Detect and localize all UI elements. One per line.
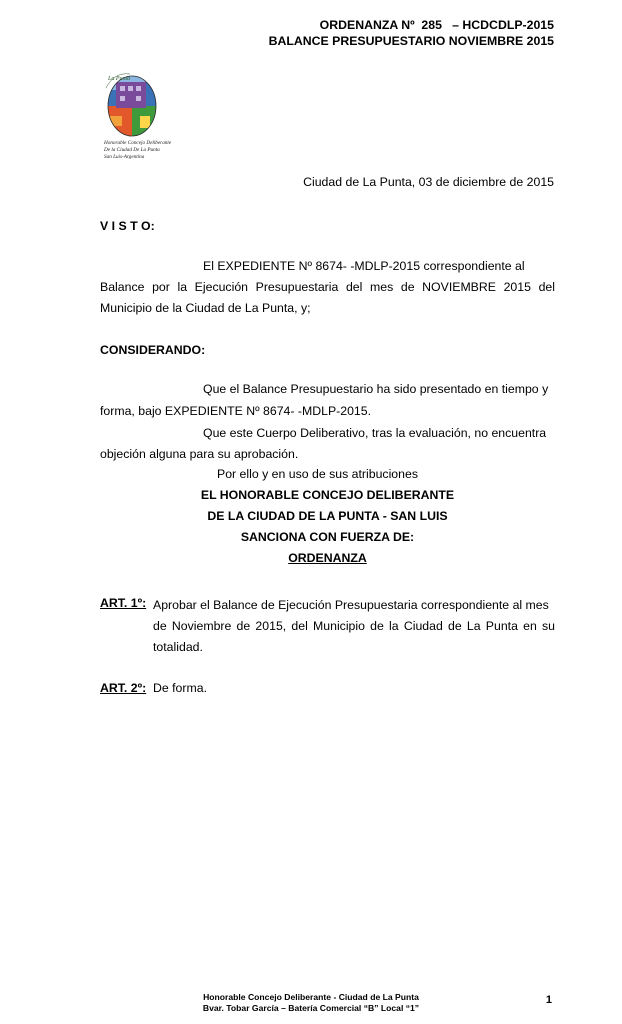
article-2-label: ART. 2º: [100, 681, 147, 695]
page-number: 1 [545, 994, 552, 1006]
ordenanza-title: ORDENANZA [288, 551, 367, 565]
sanction-force-line: SANCIONA CON FUERZA DE: [240, 530, 415, 544]
article-2-text: De forma. [153, 681, 207, 695]
header-ordinance-number: ORDENANZA Nº 285 – HCDCDLP-2015 [319, 18, 554, 32]
logo-arc-text: La Punta [108, 76, 131, 82]
article-1-label: ART. 1º: [100, 596, 147, 610]
considerando-heading: CONSIDERANDO: [100, 343, 206, 357]
sanction-council-line: EL HONORABLE CONCEJO DELIBERANTE [200, 488, 455, 502]
date-line: Ciudad de La Punta, 03 de diciembre de 2015 [303, 175, 554, 189]
logo-caption-line: San Luis-Argentina [104, 154, 145, 160]
visto-heading: V I S T O: [100, 219, 155, 233]
logo-caption-line: Honorable Concejo Deliberante [104, 140, 172, 146]
visto-paragraph: Balance por la Ejecución Presupuestaria del mes de NOVIEMBRE 2015 del Municipio de la Ciudad de La Punta, y; [100, 280, 555, 315]
visto-paragraph-first-line: El EXPEDIENTE Nº 8674- -MDLP-2015 correspondiente al [203, 259, 525, 273]
considerando-p1-first-line: Que el Balance Presupuestario ha sido presentado en tiempo y [203, 382, 549, 396]
footer-address: Bvar. Tobar García – Batería Comercial “B” Local “1” [202, 1003, 420, 1013]
footer-institution: Honorable Concejo Deliberante - Ciudad de La Punta [203, 992, 419, 1002]
header-title: BALANCE PRESUPUESTARIO NOVIEMBRE 2015 [268, 34, 554, 48]
considerando-p2-first-line: Que este Cuerpo Deliberativo, tras la evaluación, no encuentra [203, 426, 547, 440]
article-1-text: de Noviembre de 2015, del Municipio de la Ciudad de La Punta en su totalidad. [153, 619, 555, 654]
considerando-p1: forma, bajo EXPEDIENTE Nº 8674- -MDLP-2015. [100, 404, 372, 418]
sanction-city-line: DE LA CIUDAD DE LA PUNTA - SAN LUIS [207, 509, 448, 523]
logo-caption [104, 140, 171, 161]
logo-caption-line: De la Ciudad De La Punta [104, 147, 160, 153]
considerando-p2: objeción alguna para su aprobación. [100, 447, 299, 461]
considerando-p3: Por ello y en uso de sus atribuciones [217, 467, 418, 481]
article-1-first-line: Aprobar el Balance de Ejecución Presupuestaria correspondiente al mes [153, 598, 549, 612]
